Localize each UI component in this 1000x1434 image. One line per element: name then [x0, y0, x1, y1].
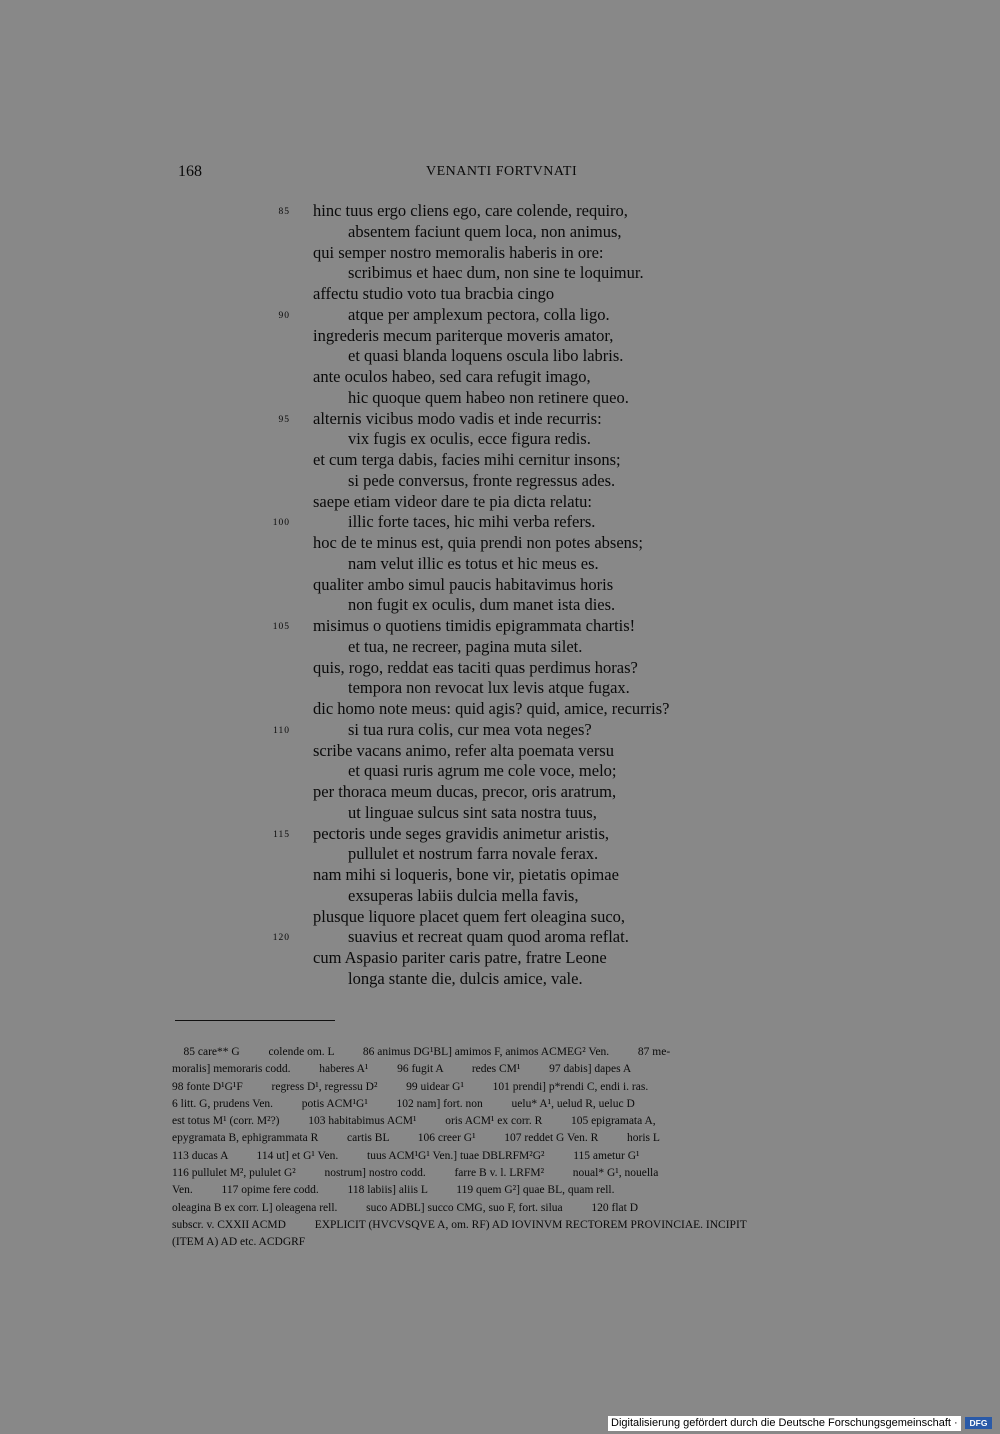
dfg-logo-icon: DFG [965, 1417, 992, 1429]
verse-line [0, 326, 1000, 347]
verse-text: tempora non revocat lux levis atque fugax. [348, 678, 630, 698]
verse-line [0, 720, 1000, 741]
verse-text: vix fugis ex oculis, ecce figura redis. [348, 429, 591, 449]
apparatus-line: 116 pullulet M², pululet G² nostrum] nostro codd. farre B v. l. LRFM² noual* G¹, nouella [172, 1167, 659, 1180]
verse-line [0, 595, 1000, 616]
verse-text: illic forte taces, hic mihi verba refers. [348, 512, 596, 532]
line-number: 100 [272, 518, 290, 529]
verse-text: dic homo note meus: quid agis? quid, amice, recurris? [313, 699, 670, 718]
apparatus-line: oleagina B ex corr. L] oleagena rell. suco ADBL] succo CMG, suo F, fort. silua 120 flat D [172, 1201, 639, 1214]
verse-line [0, 492, 1000, 513]
poem-body [0, 201, 1000, 990]
verse-line [0, 409, 1000, 430]
apparatus-line: subscr. v. CXXII ACMD EXPLICIT (HVCVSQVE A, om. RF) AD IOVINVM RECTOREM PROVINCIAE. INCIPIT [172, 1218, 747, 1231]
verse-text: et tua, ne recreer, pagina muta silet. [348, 636, 583, 656]
verse-text: si tua rura colis, cur mea vota neges? [348, 719, 592, 739]
verse-text: per thoraca meum ducas, precor, oris aratrum, [313, 782, 617, 801]
verse-text: hic quoque quem habeo non retinere queo. [348, 387, 629, 407]
verse-line [0, 388, 1000, 409]
verse-text: ingrederis mecum pariterque moveris amator, [313, 325, 614, 345]
verse-line [0, 886, 1000, 907]
verse-line [0, 201, 1000, 222]
verse-line [0, 554, 1000, 575]
verse-text: atque per amplexum pectora, colla ligo. [348, 304, 610, 324]
verse-line [0, 471, 1000, 492]
verse-text: exsuperas labiis dulcia mella favis, [348, 885, 579, 905]
apparatus-line: 98 fonte D¹G¹F regress D¹, regressu D² 99 uidear G¹ 101 prendi] p*rendi C, endi i. ras. [172, 1080, 649, 1093]
line-number: 90 [278, 310, 290, 321]
verse-text: misimus o quotiens timidis epigrammata chartis! [313, 616, 636, 635]
verse-text: nam velut illic es totus et hic meus es. [348, 553, 599, 573]
verse-line [0, 782, 1000, 803]
apparatus-line: 85 care** G colende om. L 86 animus DG¹BL] amimos F, animos ACMEG² Ven. 87 me- [172, 1046, 671, 1058]
verse-text: quis, rogo, reddat eas taciti quas perdimus horas? [313, 657, 638, 677]
verse-text: pectoris unde seges gravidis animetur aristis, [313, 823, 610, 843]
verse-text: longa stante die, dulcis amice, vale. [348, 968, 583, 988]
verse-line [0, 616, 1000, 637]
verse-line [0, 263, 1000, 284]
verse-line [0, 658, 1000, 679]
line-number: 120 [272, 933, 290, 944]
apparatus-line: (ITEM A) AD etc. ACDGRF [172, 1236, 306, 1249]
verse-text: scribe vacans animo, refer alta poemata versu [313, 740, 614, 760]
verse-text: absentem faciunt quem loca, non animus, [348, 221, 622, 241]
verse-text: alternis vicibus modo vadis et inde recurris: [313, 408, 602, 428]
verse-line [0, 305, 1000, 326]
verse-text: saepe etiam videor dare te pia dicta relatu: [313, 491, 592, 511]
verse-text: qualiter ambo simul paucis habitavimus horis [313, 574, 614, 594]
verse-line [0, 865, 1000, 886]
verse-text: hoc de te minus est, quia prendi non potes absens; [313, 533, 643, 552]
verse-line [0, 575, 1000, 596]
verse-text: qui semper nostro memoralis haberis in ore: [313, 242, 604, 262]
apparatus-line: est totus M¹ (corr. M²?) 103 habitabimus ACM¹ oris ACM¹ ex corr. R 105 epigramata A, [172, 1115, 656, 1128]
verse-text: hinc tuus ergo cliens ego, care colende, requiro, [313, 201, 628, 220]
verse-line [0, 450, 1000, 471]
page-number: 168 [178, 163, 202, 180]
running-title: VENANTI FORTVNATI [426, 164, 578, 179]
verse-line [0, 512, 1000, 533]
footnote-rule [175, 1020, 335, 1021]
line-number: 105 [272, 622, 290, 632]
verse-line [0, 969, 1000, 990]
verse-text: scribimus et haec dum, non sine te loquimur. [348, 263, 644, 283]
apparatus-line: moralis] memoraris codd. haberes A¹ 96 fugit A redes CM¹ 97 dabis] dapes A [172, 1063, 632, 1076]
verse-text: si pede conversus, fronte regressus ades. [348, 470, 616, 490]
verse-line [0, 243, 1000, 264]
verse-line [0, 637, 1000, 658]
digitization-credit: Digitalisierung gefördert durch die Deutsche Forschungsgemeinschaft · [608, 1416, 961, 1431]
verse-line [0, 844, 1000, 865]
verse-line [0, 741, 1000, 762]
verse-line [0, 678, 1000, 699]
apparatus-line: Ven. 117 opime fere codd. 118 labiis] aliis L 119 quem G²] quae BL, quam rell. [172, 1184, 615, 1197]
line-number: 110 [273, 725, 290, 736]
verse-line [0, 948, 1000, 969]
verse-line [0, 346, 1000, 367]
verse-line [0, 533, 1000, 554]
verse-text: non fugit ex oculis, dum manet ista dies. [348, 595, 616, 615]
verse-text: et quasi ruris agrum me cole voce, melo; [348, 761, 617, 781]
verse-text: ut linguae sulcus sint sata nostra tuus, [348, 802, 597, 822]
verse-text: suavius et recreat quam quod aroma reflat. [348, 927, 629, 947]
verse-line [0, 907, 1000, 928]
verse-line [0, 367, 1000, 388]
verse-line [0, 927, 1000, 948]
verse-text: pullulet et nostrum farra novale ferax. [348, 844, 599, 864]
verse-text: ante oculos habeo, sed cara refugit imago, [313, 367, 591, 386]
line-number: 95 [278, 414, 290, 425]
verse-text: nam mihi si loqueris, bone vir, pietatis opimae [313, 865, 619, 884]
verse-line [0, 803, 1000, 824]
verse-line [0, 222, 1000, 243]
verse-text: plusque liquore placet quem fert oleagina suco, [313, 906, 626, 926]
verse-text: et quasi blanda loquens oscula libo labris. [348, 346, 624, 366]
verse-line [0, 761, 1000, 782]
verse-line [0, 284, 1000, 305]
verse-line [0, 429, 1000, 450]
verse-text: cum Aspasio pariter caris patre, fratre Leone [313, 948, 607, 967]
verse-text: affectu studio voto tua bracbia cingo [313, 284, 555, 303]
apparatus-line: epygramata B, ephigrammata R cartis BL 106 creer G¹ 107 reddet G Ven. R horis L [172, 1132, 660, 1145]
verse-line [0, 824, 1000, 845]
critical-apparatus [172, 1044, 832, 1252]
apparatus-line: 6 litt. G, prudens Ven. potis ACM¹G¹ 102 nam] fort. non uelu* A¹, uelud R, ueluc D [172, 1097, 635, 1110]
verse-line [0, 699, 1000, 720]
line-number: 115 [273, 829, 290, 840]
line-number: 85 [278, 207, 290, 217]
verse-text: et cum terga dabis, facies mihi cernitur insons; [313, 450, 621, 469]
apparatus-line: 113 ducas A 114 ut] et G¹ Ven. tuus ACM¹G¹ Ven.] tuae DBLRFM²G² 115 ametur G¹ [172, 1149, 640, 1162]
